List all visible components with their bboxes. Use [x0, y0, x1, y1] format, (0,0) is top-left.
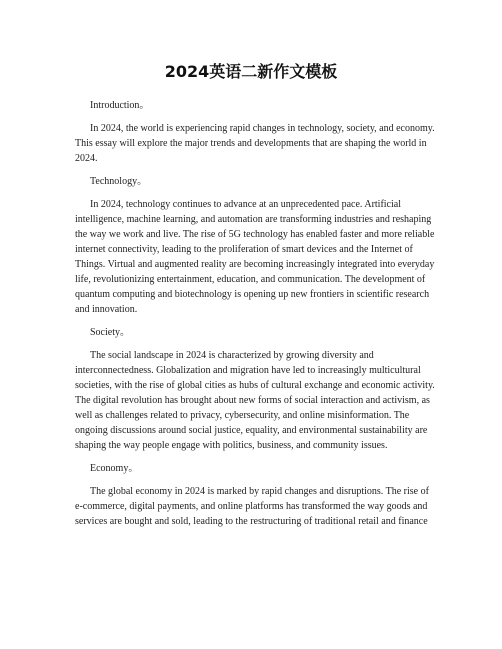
technology-paragraph: In 2024, technology continues to advance at an unprecedented pace. Artificial intelligence, machine learning, and automation are transforming industries and reshaping the way we work and live. The rise of 5G technology has enabled faster and more reliable internet connectivity, leading to the proliferation of smart devices and the Internet of Things. Virtual and augmented reality are becoming increasingly integrated into everyday life, revolutionizing entertainment, education, and communication. The development of quantum computing and biotechnology is opening up new frontiers in scientific research and innovation. — [75, 199, 435, 315]
society-paragraph: The social landscape in 2024 is characterized by growing diversity and interconnectedness. Globalization and migration have led to increasingly multicultural societies, with the rise of global cities as hubs of cultural exchange and economic activity. The digital revolution has brought about new forms of social interaction and activism, as well as challenges related to privacy, cybersecurity, and online misinformation. The ongoing discussions around social justice, equality, and environmental sustainability are shaping the way people engage with politics, business, and community issues. — [75, 350, 435, 451]
section-heading-society: Society。 — [90, 327, 130, 338]
document-title: 2024英语二新作文模板 — [164, 62, 338, 81]
economy-paragraph: The global economy in 2024 is marked by rapid changes and disruptions. The rise of e-commerce, digital payments, and online platforms has transformed the way goods and services are bought and sold, leading to the restructuring of traditional retail and finance — [75, 486, 429, 527]
document-body — [75, 98, 435, 537]
section-heading-economy: Economy。 — [90, 463, 139, 474]
introduction-paragraph: In 2024, the world is experiencing rapid changes in technology, society, and economy. This essay will explore the major trends and developments that are shaping the world in 2024. — [75, 123, 435, 164]
section-heading-introduction: Introduction。 — [90, 100, 150, 111]
section-heading-technology: Technology。 — [90, 176, 148, 187]
